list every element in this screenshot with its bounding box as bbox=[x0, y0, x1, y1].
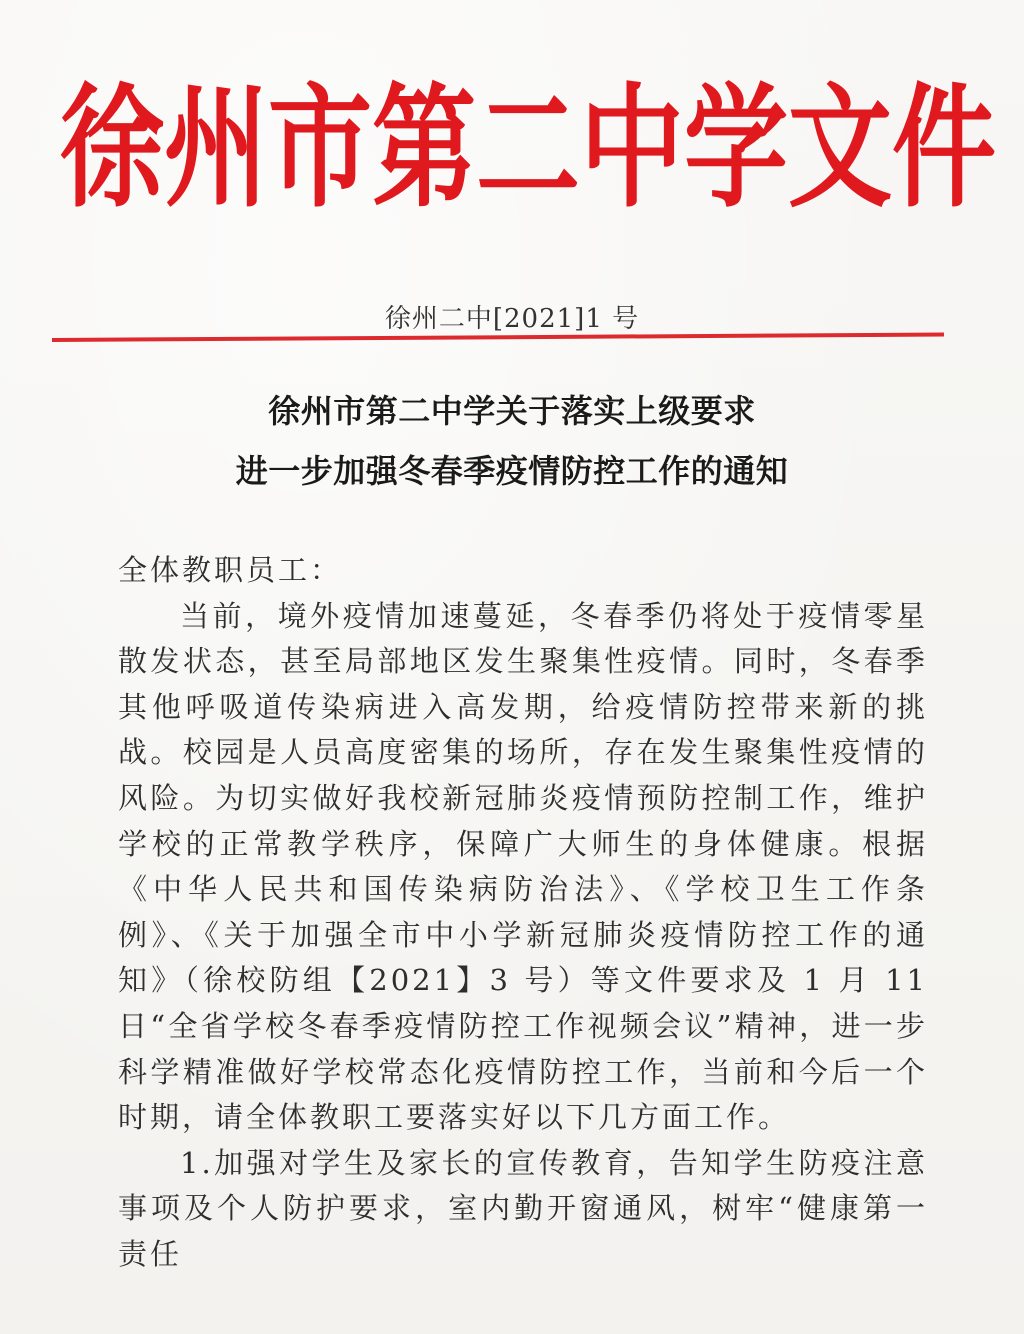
notice-title-line-1: 徐州市第二中学关于落实上级要求 bbox=[268, 392, 756, 430]
masthead-char: 市 bbox=[268, 68, 373, 227]
masthead-char: 徐 bbox=[60, 68, 165, 227]
masthead-char: 中 bbox=[580, 68, 685, 227]
masthead-char: 件 bbox=[892, 68, 997, 227]
document-number: 徐州二中[2021]1 号 bbox=[384, 304, 640, 334]
masthead-char: 州 bbox=[164, 68, 269, 227]
masthead-char: 二 bbox=[476, 68, 581, 227]
notice-body bbox=[118, 548, 928, 1278]
masthead-title bbox=[60, 52, 997, 244]
masthead-char: 文 bbox=[788, 68, 893, 227]
salutation: 全体教职员工： bbox=[118, 553, 343, 587]
body-paragraph-2: 1.加强对学生及家长的宣传教育，告知学生防疫注意事项及个人防护要求，室内勤开窗通风，树牢“健康第一责任 bbox=[118, 1145, 928, 1271]
body-paragraph-1: 当前，境外疫情加速蔓延，冬春季仍将处于疫情零星散发状态，甚至局部地区发生聚集性疫情。同时，冬春季其他呼吸道传染病进入高发期，给疫情防控带来新的挑战。校园是人员高度密集的场所，存在发生聚集性疫情的风险。为切实做好我校新冠肺炎疫情预防控制工作，维护学校的正常教学秩序，保障广大师生的身体健康。根据《中华人民共和国传染病防治法》、《学校卫生工作条例》、《关于加强全市中小学新冠肺炎疫情防控工作的通知》（徐校防组【2021】3 号）等文件要求及 1 月 11 日“全省学校冬春季疫情防控工作视频会议”精神，进一步科学精准做好学校常态化疫情防控工作，当前和今后一个时期，请全体教职工要落实好以下几方面工作。 bbox=[118, 598, 928, 1135]
notice-title-line-2: 进一步加强冬春季疫情防控工作的通知 bbox=[235, 452, 789, 490]
masthead-char: 学 bbox=[684, 68, 789, 227]
masthead-char: 第 bbox=[372, 68, 477, 227]
